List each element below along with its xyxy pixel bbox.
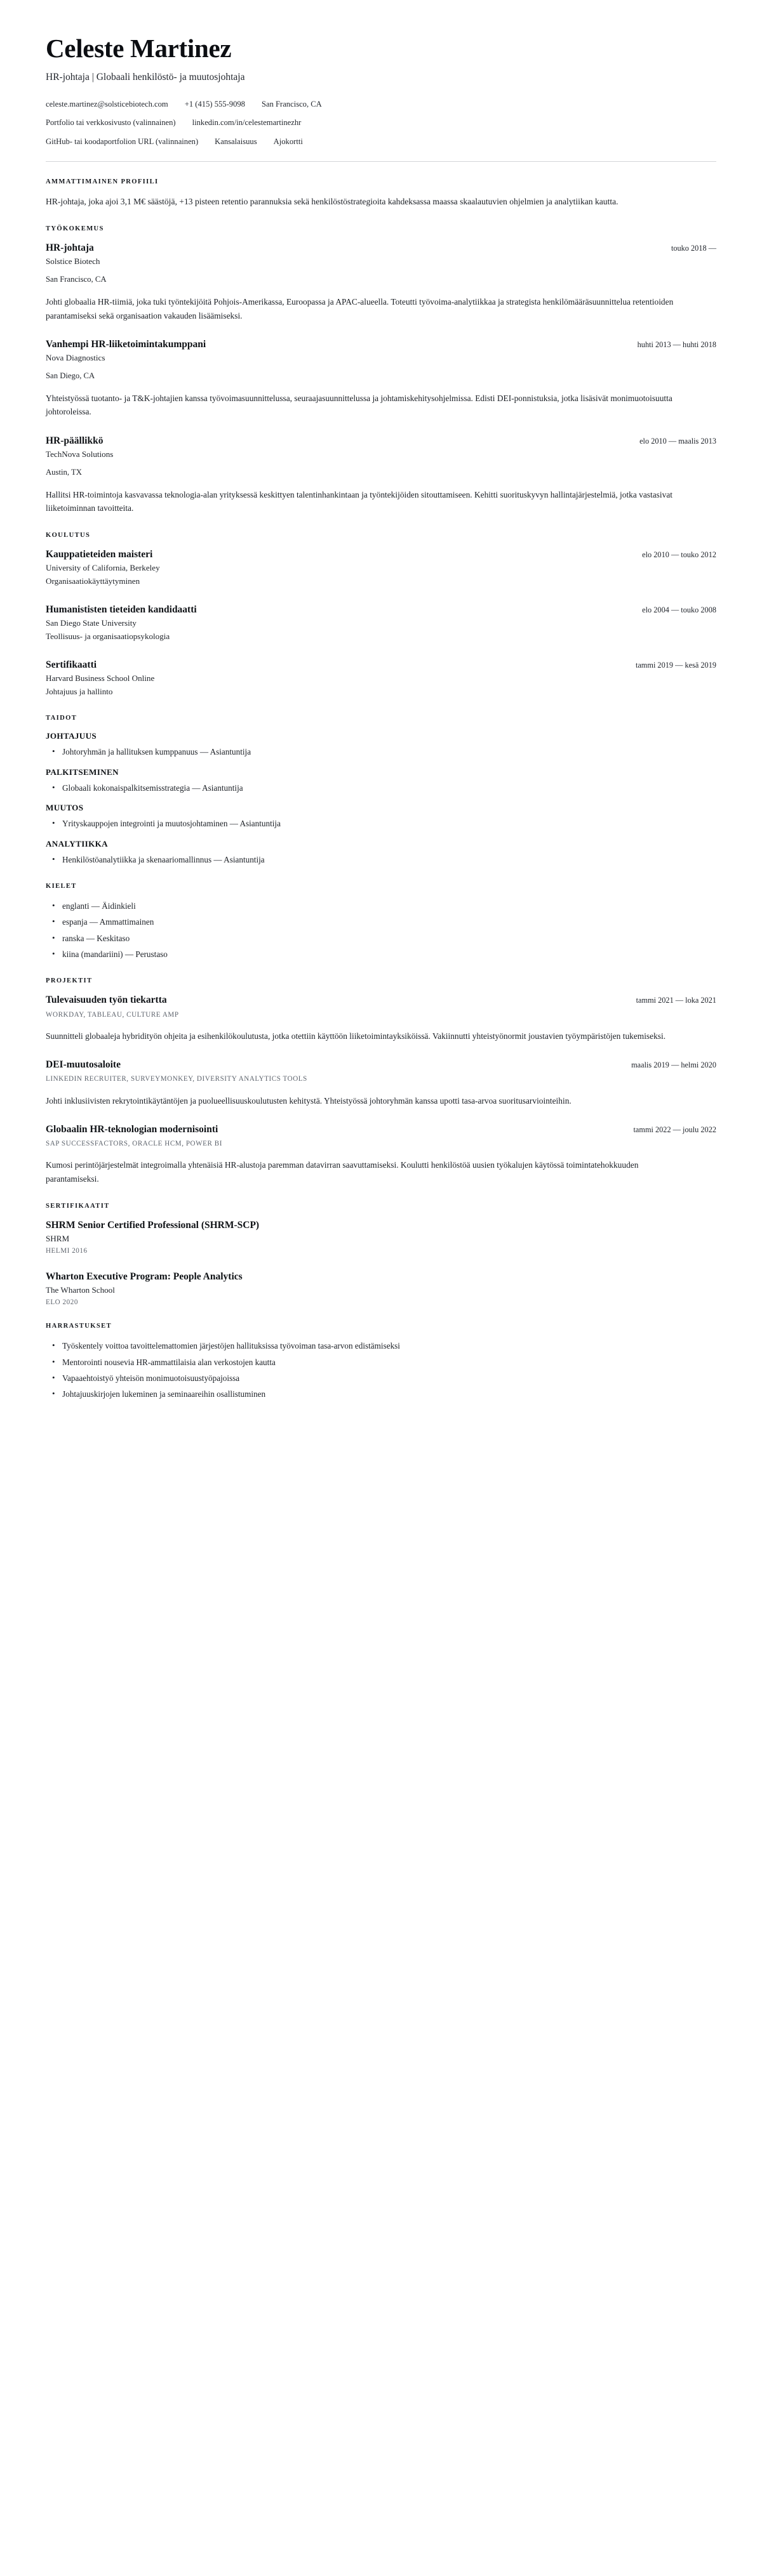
education-entry (46, 604, 716, 643)
language-list (46, 899, 716, 961)
project-description: Kumosi perintöjärjestelmät integroimalla yhtenäisiä HR-alustoja paremman datavirran saavuttamiseksi. Koulutti henkilöstöä uusien työkalujen käytössä toimintatehokkuuden parantamiseksi. (46, 1160, 639, 1184)
education-entry-head (46, 659, 716, 671)
education-field: Teollisuus- ja organisaatiopsykologia (46, 631, 170, 642)
experience-location: San Francisco, CA (46, 275, 107, 284)
contact-linkedin[interactable]: linkedin.com/in/celestemartinezhr (192, 118, 302, 128)
project-name: DEI-muutosaloite (46, 1059, 121, 1071)
skill-item: • Henkilöstöanalytiikka ja skenaariomallinnus — Asiantuntija (62, 853, 704, 866)
certification-issuer: The Wharton School (46, 1285, 115, 1295)
skill-list (46, 781, 716, 795)
experience-entry-head (46, 338, 716, 351)
certification-entry (46, 1271, 716, 1306)
experience-role: HR-päällikkö (46, 435, 104, 447)
contact-row-3 (46, 136, 716, 148)
section-title-education: KOULUTUS (46, 532, 91, 539)
project-description: Suunnitteli globaaleja hybridityön ohjeita ja esihenkilökoulutusta, jotka otettiin käyttöön liiketoimintayksiköissä. Vakiinnutti yhteistyönormit joustavien työympäristöjen tukemiseksi. (46, 1031, 666, 1041)
education-entry-head (46, 548, 716, 561)
certification-name: SHRM Senior Certified Professional (SHRM-SCP) (46, 1219, 260, 1231)
header-divider (46, 161, 716, 162)
skill-category: PALKITSEMINEN (46, 767, 119, 777)
project-entry (46, 1059, 716, 1107)
interest-item: • Johtajuuskirjojen lukeminen ja seminaareihin osallistuminen (62, 1387, 704, 1401)
project-tech-stack: SAP SUCCESSFACTORS, ORACLE HCM, POWER BI (46, 1140, 222, 1148)
skill-group (46, 803, 716, 830)
skill-group (46, 731, 716, 758)
contact-citizenship: Kansalaisuus (215, 137, 257, 147)
project-entry (46, 1123, 716, 1186)
education-field: Johtajuus ja hallinto (46, 687, 113, 697)
language-item: • espanja — Ammattimainen (62, 915, 704, 928)
project-date: tammi 2022 — joulu 2022 (633, 1125, 716, 1135)
project-entry-head (46, 1123, 716, 1136)
certification-date: HELMI 2016 (46, 1247, 88, 1255)
experience-description: Yhteistyössä tuotanto- ja T&K-johtajien kanssa työvoimasuunnittelussa, seuraajasuunnittelussa ja johtamiskehitysohjelmissa. Edisti DEI-ponnistuksia, jotka lisäsivät monimuotoisuutta johtoroleissa. (46, 393, 672, 417)
candidate-headline: HR-johtaja | Globaali henkilöstö- ja muutosjohtaja (46, 71, 245, 83)
contact-drivers-license: Ajokortti (273, 137, 303, 147)
certification-date: ELO 2020 (46, 1298, 78, 1307)
contact-row-1 (46, 98, 716, 110)
section-skills (46, 715, 716, 866)
education-school: Harvard Business School Online (46, 673, 155, 684)
section-title-experience: TYÖKOKEMUS (46, 225, 104, 233)
experience-date: huhti 2013 — huhti 2018 (637, 340, 716, 350)
contact-row-2 (46, 117, 716, 129)
skill-group (46, 767, 716, 795)
skill-group (46, 839, 716, 866)
resume-header (46, 34, 716, 162)
experience-date: touko 2018 — (671, 244, 716, 253)
interest-item: • Työskentely voittoa tavoittelemattomien järjestöjen hallituksissa työvoiman tasa-arvon edistämiseksi (62, 1339, 704, 1352)
section-experience (46, 225, 716, 515)
experience-entry (46, 242, 716, 322)
skill-list (46, 745, 716, 758)
education-school: University of California, Berkeley (46, 563, 160, 573)
contact-portfolio[interactable]: Portfolio tai verkkosivusto (valinnainen) (46, 118, 176, 128)
contact-email[interactable]: celeste.martinez@solsticebiotech.com (46, 99, 168, 109)
education-date: tammi 2019 — kesä 2019 (635, 661, 716, 670)
contact-github[interactable]: GitHub- tai koodaportfolion URL (valinnainen) (46, 137, 199, 147)
experience-company: Nova Diagnostics (46, 353, 105, 363)
education-degree: Sertifikaatti (46, 659, 97, 671)
section-title-certifications: SERTIFIKAATIT (46, 1202, 110, 1210)
section-title-skills: TAIDOT (46, 715, 77, 722)
interest-item: • Vapaaehtoistyö yhteisön monimuotoisuustyöpajoissa (62, 1371, 704, 1385)
experience-entry-head (46, 435, 716, 447)
experience-role: Vanhempi HR-liiketoimintakumppani (46, 339, 206, 350)
skill-category: JOHTAJUUS (46, 731, 97, 741)
education-entry-head (46, 604, 716, 616)
project-description: Johti inklusiivisten rekrytointikäytäntöjen ja puolueellisuuskoulutusten kehitystä. Yhteistyössä johtoryhmän kanssa upotti tasa-arvoa suoritusarviointeihin. (46, 1095, 572, 1106)
section-title-projects: PROJEKTIT (46, 977, 93, 985)
skill-list (46, 853, 716, 866)
experience-description: Hallitsi HR-toimintoja kasvavassa teknologia-alan yrityksessä keskittyen talentinhankintaan ja työntekijöiden sitouttamiseen. Kehitti suorituskyvyn hallintajärjestelmiä, jotka vastasivat liiketoiminnan tavoitteita. (46, 489, 672, 513)
experience-date: elo 2010 — maalis 2013 (639, 437, 716, 446)
project-tech-stack: WORKDAY, TABLEAU, CULTURE AMP (46, 1010, 179, 1019)
education-entry (46, 548, 716, 588)
experience-description: Johti globaalia HR-tiimiä, joka tuki työntekijöitä Pohjois-Amerikassa, Euroopassa ja APAC-alueella. Toteutti työvoima-analytiikkaa ja strategista henkilömääräsuunnittelua retentioiden parantamiseksi sekä organisaation vakauden lisäämiseksi. (46, 296, 674, 320)
project-entry (46, 994, 716, 1043)
skill-item: • Johtoryhmän ja hallituksen kumppanuus — Asiantuntija (62, 745, 704, 758)
project-entry-head (46, 1059, 716, 1071)
skill-item: • Yrityskauppojen integrointi ja muutosjohtaminen — Asiantuntija (62, 817, 704, 830)
skill-category: MUUTOS (46, 803, 84, 813)
section-interests (46, 1323, 716, 1401)
skill-category: ANALYTIIKKA (46, 838, 108, 849)
education-entry (46, 659, 716, 698)
section-languages (46, 883, 716, 961)
experience-company: TechNova Solutions (46, 449, 114, 459)
certification-entry (46, 1219, 716, 1255)
candidate-name: Celeste Martinez (46, 34, 232, 63)
experience-location: Austin, TX (46, 468, 82, 477)
section-education (46, 532, 716, 698)
education-date: elo 2010 — touko 2012 (642, 550, 716, 560)
experience-entry-head (46, 242, 716, 254)
project-tech-stack: LINKEDIN RECRUITER, SURVEYMONKEY, DIVERSITY ANALYTICS TOOLS (46, 1075, 307, 1083)
project-name: Globaalin HR-teknologian modernisointi (46, 1124, 218, 1135)
education-date: elo 2004 — touko 2008 (642, 605, 716, 615)
experience-entry (46, 338, 716, 419)
section-title-languages: KIELET (46, 882, 77, 890)
certification-issuer: SHRM (46, 1234, 70, 1244)
experience-location: San Diego, CA (46, 371, 95, 381)
language-item: • ranska — Keskitaso (62, 932, 704, 945)
section-summary (46, 178, 716, 209)
skill-item: • Globaali kokonaispalkitsemisstrategia — Asiantuntija (62, 781, 704, 795)
section-title-interests: HARRASTUKSET (46, 1323, 112, 1330)
interest-list (46, 1339, 716, 1401)
education-field: Organisaatiokäyttäytyminen (46, 576, 140, 586)
language-item: • englanti — Äidinkieli (62, 899, 704, 913)
experience-company: Solstice Biotech (46, 256, 100, 267)
education-degree: Humanististen tieteiden kandidaatti (46, 604, 197, 616)
project-date: maalis 2019 — helmi 2020 (631, 1060, 716, 1070)
contact-location: San Francisco, CA (261, 99, 322, 109)
contact-phone[interactable]: +1 (415) 555-9098 (184, 99, 245, 109)
education-degree: Kauppatieteiden maisteri (46, 549, 153, 560)
skill-list (46, 817, 716, 830)
section-title-summary: AMMATTIMAINEN PROFIILI (46, 178, 159, 186)
project-entry-head (46, 994, 716, 1007)
project-date: tammi 2021 — loka 2021 (636, 996, 716, 1005)
section-projects (46, 977, 716, 1186)
interest-item: • Mentorointi nousevia HR-ammattilaisia alan verkostojen kautta (62, 1356, 704, 1369)
experience-role: HR-johtaja (46, 242, 94, 254)
education-school: San Diego State University (46, 618, 137, 628)
summary-text: HR-johtaja, joka ajoi 3,1 M€ säästöjä, +13 pisteen retentio parannuksia sekä henkilöstöstrategioita kahdeksassa maassa skaalautuvien ohjelmien ja analytiikan kautta. (46, 197, 618, 207)
project-name: Tulevaisuuden työn tiekartta (46, 994, 167, 1006)
certification-name: Wharton Executive Program: People Analytics (46, 1271, 243, 1283)
section-certifications (46, 1203, 716, 1306)
experience-entry (46, 435, 716, 515)
language-item: • kiina (mandariini) — Perustaso (62, 948, 704, 961)
